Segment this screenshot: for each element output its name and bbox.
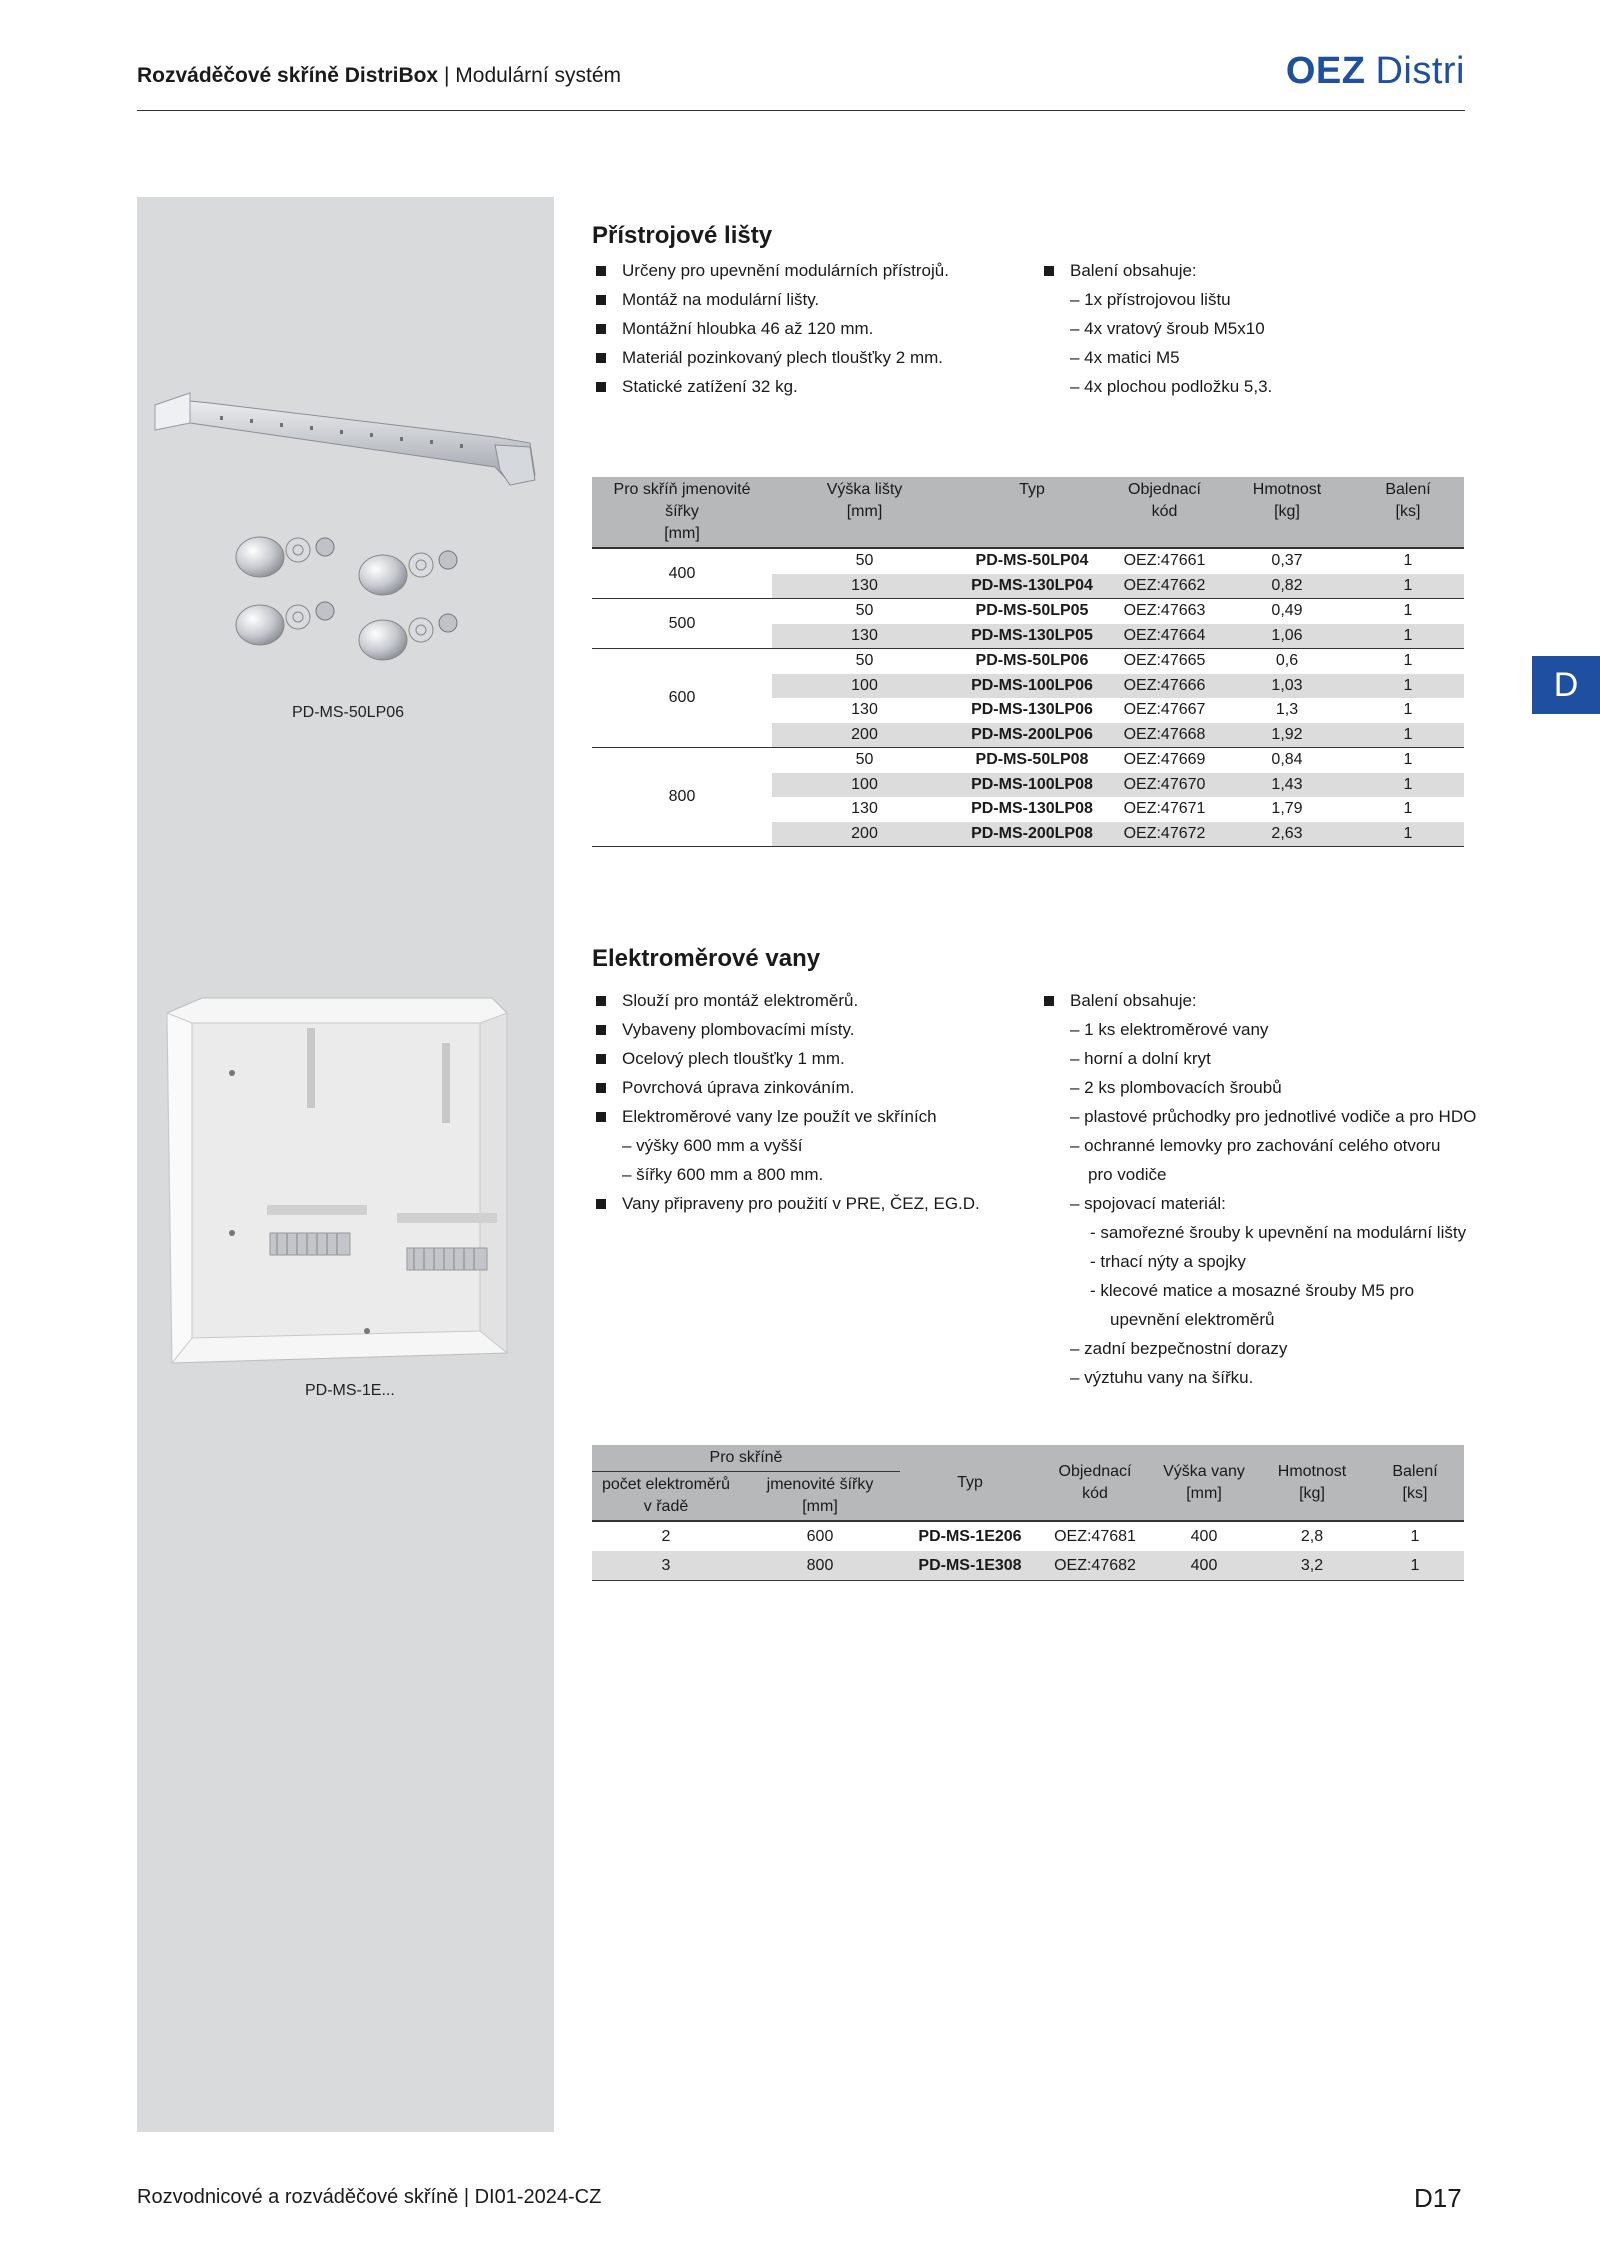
package-item: – zadní bezpečnostní dorazy: [1070, 1339, 1288, 1358]
table-cell: 1,06: [1222, 624, 1352, 649]
column-header: [1258, 1445, 1366, 1521]
screws-nuts-image: [228, 525, 478, 670]
package-title: Balení obsahuje:: [1040, 256, 1272, 285]
column-header-line: [mm]: [1186, 1484, 1222, 1502]
table-cell: 600: [806, 1527, 834, 1545]
table-cell: 1: [1352, 748, 1464, 773]
table-cell: PD-MS-1E308: [900, 1551, 1040, 1581]
table-cell: 2: [661, 1527, 671, 1545]
table-cell: 1: [1352, 548, 1464, 574]
table-cell: 0,37: [1222, 548, 1352, 574]
rails-features-list: [592, 256, 949, 401]
table-cell: 50: [772, 548, 957, 574]
feature-item: Vybaveny plombovacími místy.: [592, 1015, 980, 1044]
header-separator: |: [443, 64, 450, 87]
trays-spec-table: [592, 1445, 1464, 1581]
brand-logo-bold: OEZ: [1285, 50, 1366, 92]
feature-item: Vany připraveny pro použití v PRE, ČEZ, EG.D.: [592, 1189, 980, 1218]
table-cell: 130: [851, 800, 878, 818]
package-item: – 4x plochou podložku 5,3.: [1070, 377, 1273, 396]
column-header-line: Hmotnost: [1277, 1462, 1347, 1480]
column-header-line: Balení: [1392, 1462, 1438, 1480]
feature-item: – výšky 600 mm a vyšší: [622, 1136, 803, 1155]
feature-item: Montážní hloubka 46 až 120 mm.: [592, 314, 949, 343]
header-title-bold: Rozváděčové skříně DistriBox: [137, 64, 439, 87]
mounting-rail-image: [150, 385, 545, 500]
rails-package-list: [1040, 256, 1272, 401]
table-cell: PD-MS-130LP05: [957, 624, 1107, 649]
table-cell: OEZ:47662: [1107, 574, 1222, 599]
table-cell-width: 500: [592, 599, 772, 649]
package-title: Balení obsahuje:: [1040, 986, 1476, 1015]
column-header-line: [ks]: [1395, 503, 1421, 520]
table-cell-width: 800: [592, 748, 772, 847]
package-item: pro vodiče: [1088, 1165, 1167, 1184]
brand-logo-rest: Distri: [1375, 50, 1465, 92]
table-cell: 1: [1410, 1527, 1420, 1545]
table-cell: OEZ:47661: [1107, 548, 1222, 574]
column-header: [1366, 1445, 1464, 1521]
table-cell: 1: [1352, 574, 1464, 599]
table-cell: 1: [1352, 822, 1464, 847]
trays-package-list: [1040, 986, 1476, 1392]
rails-spec-table: [592, 477, 1464, 847]
table-cell: PD-MS-200LP08: [957, 822, 1107, 847]
table-cell: OEZ:47667: [1123, 701, 1206, 719]
table-cell-width: 600: [592, 649, 772, 748]
package-item: – 1 ks elektroměrové vany: [1070, 1020, 1269, 1039]
table-cell: OEZ:47671: [1123, 800, 1206, 818]
table-cell: PD-MS-100LP06: [957, 674, 1107, 699]
feature-item: Ocelový plech tloušťky 1 mm.: [592, 1044, 980, 1073]
table-cell: 1,43: [1222, 773, 1352, 798]
column-header: [1352, 477, 1464, 548]
column-header-line: Typ: [1019, 481, 1045, 498]
section-title-rails: Přístrojové lišty: [592, 222, 773, 249]
trays-features-list: [592, 986, 980, 1218]
table-cell: PD-MS-130LP04: [957, 574, 1107, 599]
table-row: [592, 1521, 1464, 1551]
table-cell: 200: [772, 822, 957, 847]
table-cell: 3,2: [1258, 1551, 1366, 1581]
table-cell: 1: [1352, 624, 1464, 649]
table-row: [592, 748, 1464, 773]
feature-item: – šířky 600 mm a 800 mm.: [622, 1165, 824, 1184]
package-item: – 1x přístrojovou lištu: [1070, 290, 1231, 309]
table-cell: 50: [772, 748, 957, 773]
page-header: [137, 50, 1465, 111]
column-header-line: [mm]: [664, 525, 700, 542]
header-title-rest: Modulární systém: [455, 64, 622, 87]
table-cell: 1,79: [1271, 800, 1303, 818]
footer-text: Rozvodnicové a rozváděčové skříně | DI01-2024-CZ: [137, 2186, 602, 2208]
table-row: [592, 548, 1464, 574]
feature-item: Materiál pozinkovaný plech tloušťky 2 mm.: [592, 343, 949, 372]
column-header-line: Hmotnost: [1252, 481, 1322, 498]
table-cell: 50: [772, 599, 957, 624]
column-header-line: Výška vany: [1163, 1462, 1245, 1480]
feature-item: Montáž na modulární lišty.: [592, 285, 949, 314]
table-cell: PD-MS-50LP04: [957, 548, 1107, 574]
column-header-line: Objednací: [1128, 481, 1201, 498]
table-cell: OEZ:47668: [1107, 723, 1222, 748]
column-header-line: [kg]: [1299, 1484, 1325, 1502]
column-header: [957, 477, 1107, 548]
table-cell: 200: [772, 723, 957, 748]
table-cell: 3: [592, 1551, 740, 1581]
table-cell: 130: [772, 624, 957, 649]
column-header: [772, 477, 957, 548]
table-cell: PD-MS-200LP06: [957, 723, 1107, 748]
table-cell: 400: [1190, 1527, 1218, 1545]
column-header: [1222, 477, 1352, 548]
column-header-line: Balení: [1385, 481, 1431, 498]
table-cell: 800: [740, 1551, 900, 1581]
column-group-header: Pro skříně: [592, 1445, 900, 1472]
feature-item: Elektroměrové vany lze použít ve skříních: [592, 1102, 980, 1131]
package-item: upevnění elektroměrů: [1110, 1310, 1275, 1329]
feature-item: Určeny pro upevnění modulárních přístrojů.: [592, 256, 949, 285]
section-tab-d: D: [1532, 656, 1600, 714]
column-header: [1150, 1445, 1258, 1521]
page-number: D17: [1414, 2183, 1462, 2213]
table-cell: OEZ:47663: [1107, 599, 1222, 624]
table-cell: 100: [772, 773, 957, 798]
package-item: – výztuhu vany na šířku.: [1070, 1368, 1254, 1387]
column-header: [1107, 477, 1222, 548]
table-header-row: [592, 1445, 1464, 1472]
table-cell: 1: [1352, 723, 1464, 748]
table-cell: PD-MS-1E206: [918, 1527, 1022, 1545]
package-item: - klecové matice a mosazné šrouby M5 pro: [1090, 1281, 1415, 1300]
package-item: – ochranné lemovky pro zachování celého otvoru: [1070, 1136, 1441, 1155]
feature-item: Statické zatížení 32 kg.: [592, 372, 949, 401]
table-header-row: [592, 477, 1464, 548]
table-cell: 0,49: [1222, 599, 1352, 624]
table-cell: OEZ:47665: [1107, 649, 1222, 674]
table-cell: 1: [1352, 599, 1464, 624]
table-cell: 0,82: [1222, 574, 1352, 599]
section-title-meter-trays: Elektroměrové vany: [592, 945, 821, 972]
tray-image-caption: PD-MS-1E...: [305, 1382, 395, 1399]
table-cell: PD-MS-130LP08: [971, 800, 1093, 818]
column-header-line: Objednací: [1058, 1462, 1132, 1480]
table-cell: 1,03: [1222, 674, 1352, 699]
table-cell: 1: [1352, 773, 1464, 798]
package-item: - trhací nýty a spojky: [1090, 1252, 1246, 1271]
column-header-line: [mm]: [802, 1498, 838, 1515]
package-item: – 4x vratový šroub M5x10: [1070, 319, 1265, 338]
table-cell: PD-MS-130LP06: [971, 701, 1093, 719]
table-cell: 1,92: [1222, 723, 1352, 748]
package-item: – plastové průchodky pro jednotlivé vodiče a pro HDO: [1070, 1107, 1477, 1126]
table-cell: 50: [772, 649, 957, 674]
table-row: [592, 1551, 1464, 1581]
table-cell: 400: [1150, 1551, 1258, 1581]
package-item: – 4x matici M5: [1070, 348, 1180, 367]
table-cell-width: 400: [592, 548, 772, 599]
table-row: [592, 599, 1464, 624]
table-cell: 100: [772, 674, 957, 699]
table-cell: 130: [851, 701, 878, 719]
column-header-line: [ks]: [1402, 1484, 1428, 1502]
table-cell: PD-MS-50LP06: [957, 649, 1107, 674]
table-cell: 2,63: [1222, 822, 1352, 847]
column-header-line: Výška lišty: [826, 481, 903, 498]
table-cell: PD-MS-50LP05: [957, 599, 1107, 624]
column-header: [900, 1445, 1040, 1521]
column-header: [592, 477, 772, 548]
package-item: - samořezné šrouby k upevnění na modulární lišty: [1090, 1223, 1467, 1242]
table-cell: OEZ:47672: [1107, 822, 1222, 847]
column-header-line: jmenovité šířky: [766, 1476, 874, 1493]
meter-tray-image: [162, 993, 532, 1368]
rail-image-caption: PD-MS-50LP06: [292, 704, 405, 721]
feature-item: Slouží pro montáž elektroměrů.: [592, 986, 980, 1015]
table-cell: PD-MS-50LP08: [957, 748, 1107, 773]
package-item: – spojovací materiál:: [1070, 1194, 1226, 1213]
column-header-line: Typ: [957, 1473, 983, 1491]
table-cell: OEZ:47682: [1040, 1551, 1150, 1581]
package-item: – horní a dolní kryt: [1070, 1049, 1211, 1068]
table-cell: 0,84: [1222, 748, 1352, 773]
table-cell: 130: [772, 574, 957, 599]
table-cell: 1: [1352, 649, 1464, 674]
table-row: [592, 649, 1464, 674]
column-header-line: kód: [1151, 503, 1178, 520]
package-item: – 2 ks plombovacích šroubů: [1070, 1078, 1282, 1097]
column-header-line: kód: [1082, 1484, 1108, 1502]
header-title: [137, 64, 621, 88]
column-header-line: Pro skříň jmenovité šířky: [613, 481, 751, 520]
table-cell: OEZ:47664: [1107, 624, 1222, 649]
table-cell: PD-MS-100LP08: [957, 773, 1107, 798]
column-header: [1040, 1445, 1150, 1521]
brand-logo: [1286, 50, 1465, 93]
table-cell: OEZ:47669: [1107, 748, 1222, 773]
column-header-line: v řadě: [643, 1498, 689, 1515]
table-cell: 2,8: [1300, 1527, 1324, 1545]
column-header-line: [mm]: [846, 503, 883, 520]
feature-item: Povrchová úprava zinkováním.: [592, 1073, 980, 1102]
table-cell: 1,3: [1275, 701, 1299, 719]
table-cell: OEZ:47681: [1054, 1527, 1136, 1545]
table-cell: 1: [1366, 1551, 1464, 1581]
table-cell: 1: [1403, 701, 1413, 719]
table-cell: 0,6: [1222, 649, 1352, 674]
table-cell: 1: [1403, 800, 1413, 818]
table-cell: OEZ:47666: [1107, 674, 1222, 699]
column-subheader: [740, 1472, 900, 1522]
column-header-line: [kg]: [1274, 503, 1300, 520]
column-header-line: počet elektroměrů: [601, 1476, 731, 1493]
column-subheader: [592, 1472, 740, 1522]
table-cell: OEZ:47670: [1107, 773, 1222, 798]
table-cell: 1: [1352, 674, 1464, 699]
